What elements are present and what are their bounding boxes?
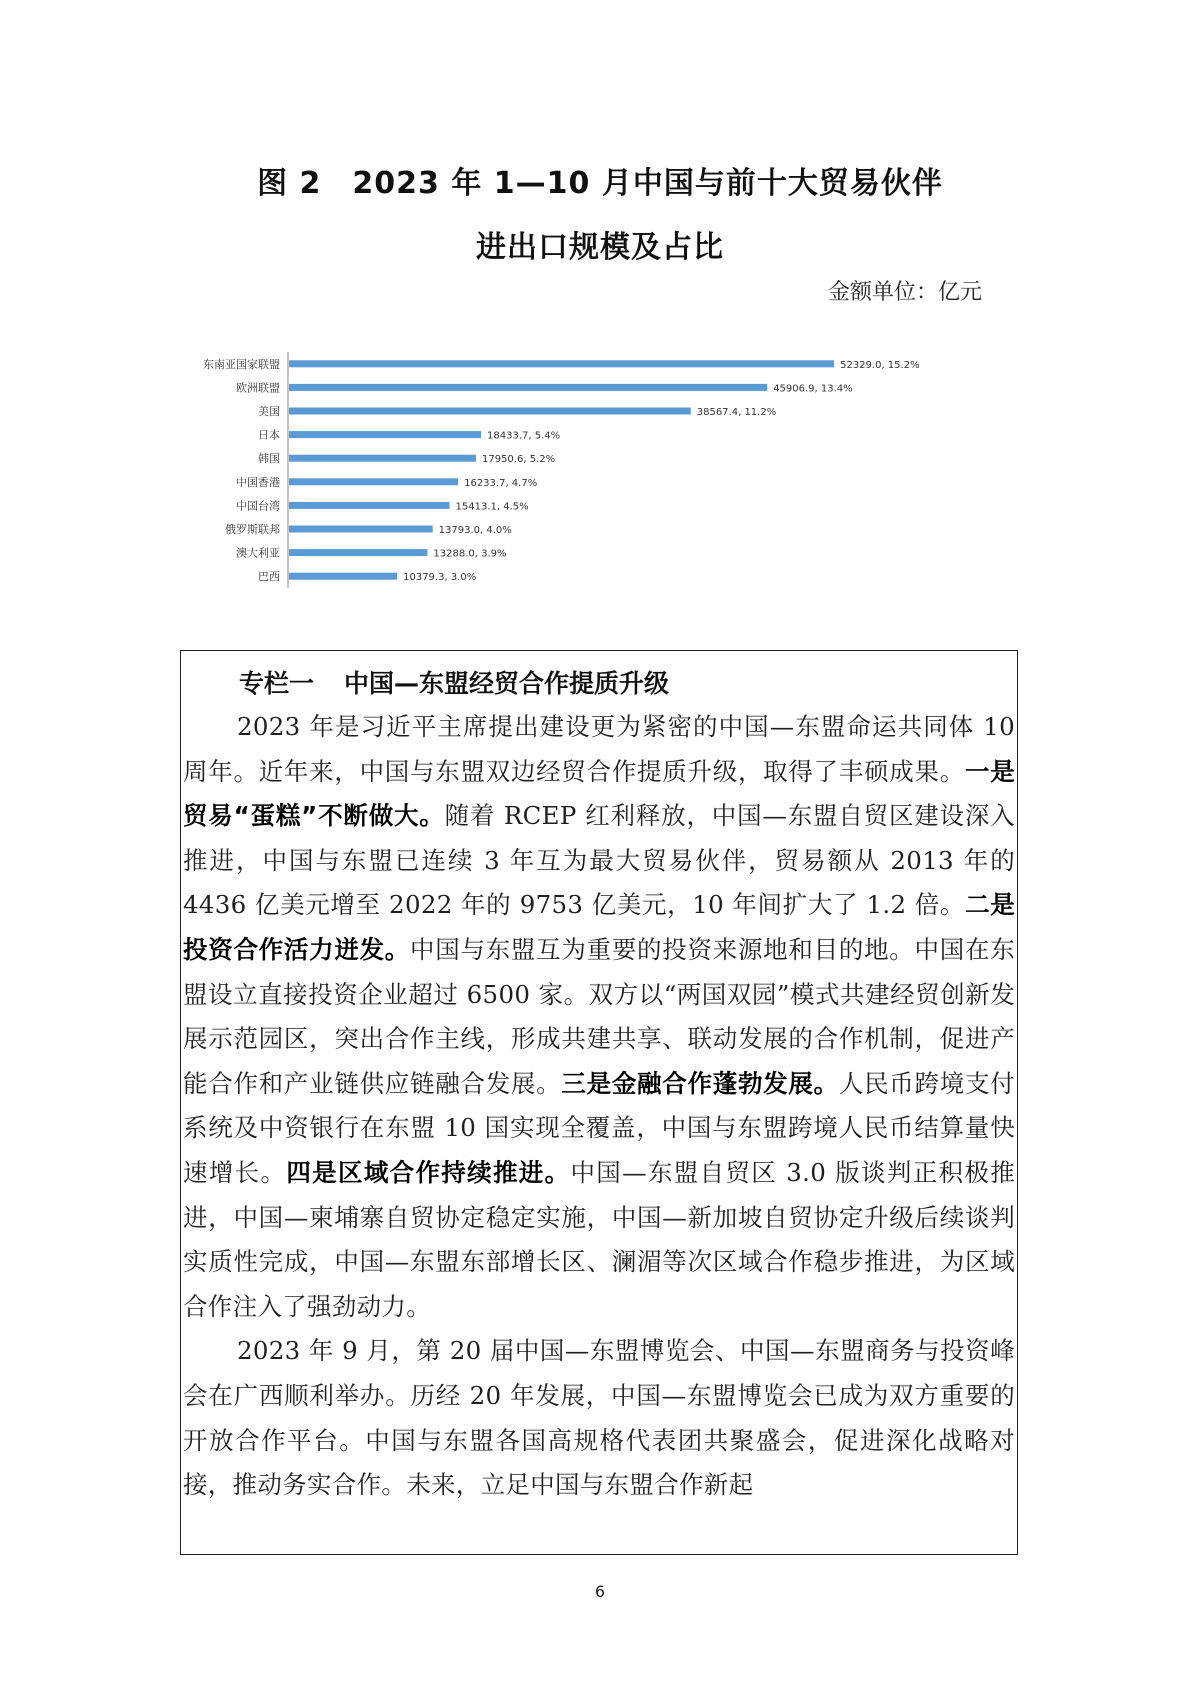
bar	[289, 573, 397, 580]
data-label: 18433.7, 5.4%	[487, 430, 561, 442]
bar	[289, 502, 450, 509]
category-label: 中国香港	[236, 475, 280, 489]
bar	[289, 360, 834, 367]
column-heading	[181, 663, 1017, 705]
bar	[289, 384, 767, 391]
text-segment: 随着 RCEP 红利释放，中国—东盟自贸区建设深入推进，中国与东盟已连续 3 年互为最大贸易伙伴，贸易额从 2013 年的 4436 亿美元增至 2022 年的 9753 亿美元，10 年间扩大了 1.2 倍。	[183, 801, 1015, 920]
text-segment: 2023 年 9 月，第 20 届中国—东盟博览会、中国—东盟商务与投资峰会在广西顺利举办。历经 20 年发展，中国—东盟博览会已成为双方重要的开放合作平台。中国与东盟各国高规格代表团共聚盛会，促进深化战略对接，推动务实合作。未来，立足中国与东盟合作新起	[183, 1336, 1015, 1500]
data-label: 13793.0, 4.0%	[438, 525, 512, 536]
bar-chart	[160, 350, 1040, 600]
data-label: 52329.0, 15.2%	[840, 359, 920, 371]
text-segment: 中国—东盟自贸区 3.0 版谈判正积极推进，中国—柬埔寨自贸协定稳定实施，中国—新加坡自贸协定升级后续谈判实质性完成，中国—东盟东部增长区、澜湄等次区域合作稳步推进，为区域合作注入了强劲动力。	[183, 1157, 1015, 1321]
data-label: 38567.4, 11.2%	[696, 407, 777, 418]
data-label: 17950.6, 5.2%	[481, 454, 556, 466]
category-label: 欧洲联盟	[236, 381, 280, 395]
bold-point-1: 一是贸易“蛋糕”不断做大。	[183, 756, 1015, 831]
category-label: 韩国	[258, 452, 280, 466]
category-label: 俄罗斯联邦	[225, 523, 280, 536]
bold-point-4: 四是区域合作持续推进。	[286, 1157, 571, 1187]
column-paragraph-1	[181, 705, 1017, 1329]
bar	[289, 526, 433, 533]
text-segment: 人民币跨境支付系统及中资银行在东盟 10 国实现全覆盖，中国与东盟跨境人民币结算量快速增长。	[183, 1068, 1015, 1187]
bar	[289, 478, 458, 485]
data-label: 15413.1, 4.5%	[455, 501, 529, 513]
text-segment: 2023 年是习近平主席提出建设更为紧密的中国—东盟命运共同体 10 周年。近年来，中国与东盟双边经贸合作提质升级，取得了丰硕成果。	[183, 712, 1015, 786]
category-label: 中国台湾	[236, 499, 280, 513]
data-label: 13288.0, 3.9%	[433, 548, 507, 560]
bar	[289, 455, 476, 462]
data-label: 45906.9, 13.4%	[773, 383, 853, 395]
bold-point-2: 二是投资合作活力迸发。	[183, 890, 1015, 964]
text-segment: 中国与东盟互为重要的投资来源地和目的地。中国在东盟设立直接投资企业超过 6500 家。双方以“两国双园”模式共建经贸创新发展示范园区，突出合作主线，形成共建共享、联动发展的合作机制，促进产能合作和产业链供应链融合发展。	[183, 934, 1015, 1098]
bold-point-3: 三是金融合作蓬勃发展。	[561, 1068, 839, 1098]
bar	[289, 431, 481, 438]
category-label: 澳大利亚	[236, 546, 280, 560]
data-label: 10379.3, 3.0%	[403, 572, 477, 584]
category-label: 日本	[258, 428, 280, 442]
bar	[289, 408, 691, 415]
category-label: 美国	[258, 405, 280, 418]
data-label: 16233.7, 4.7%	[464, 477, 538, 489]
figure-title-line-1: 图 2 2023 年 1—10 月中国与前十大贸易伙伴	[257, 166, 943, 201]
figure-title-line-2: 进出口规模及占比	[476, 230, 724, 265]
category-label: 巴西	[258, 570, 280, 584]
column-paragraph-2	[181, 1329, 1017, 1507]
bar	[289, 549, 427, 556]
page-number: 6	[594, 1582, 606, 1601]
column-title: 中国—东盟经贸合作提质升级	[344, 669, 670, 698]
unit-label: 金额单位：亿元	[827, 280, 982, 305]
category-label: 东南亚国家联盟	[203, 357, 280, 371]
column-box	[180, 650, 1018, 1555]
column-label: 专栏一	[239, 669, 315, 698]
